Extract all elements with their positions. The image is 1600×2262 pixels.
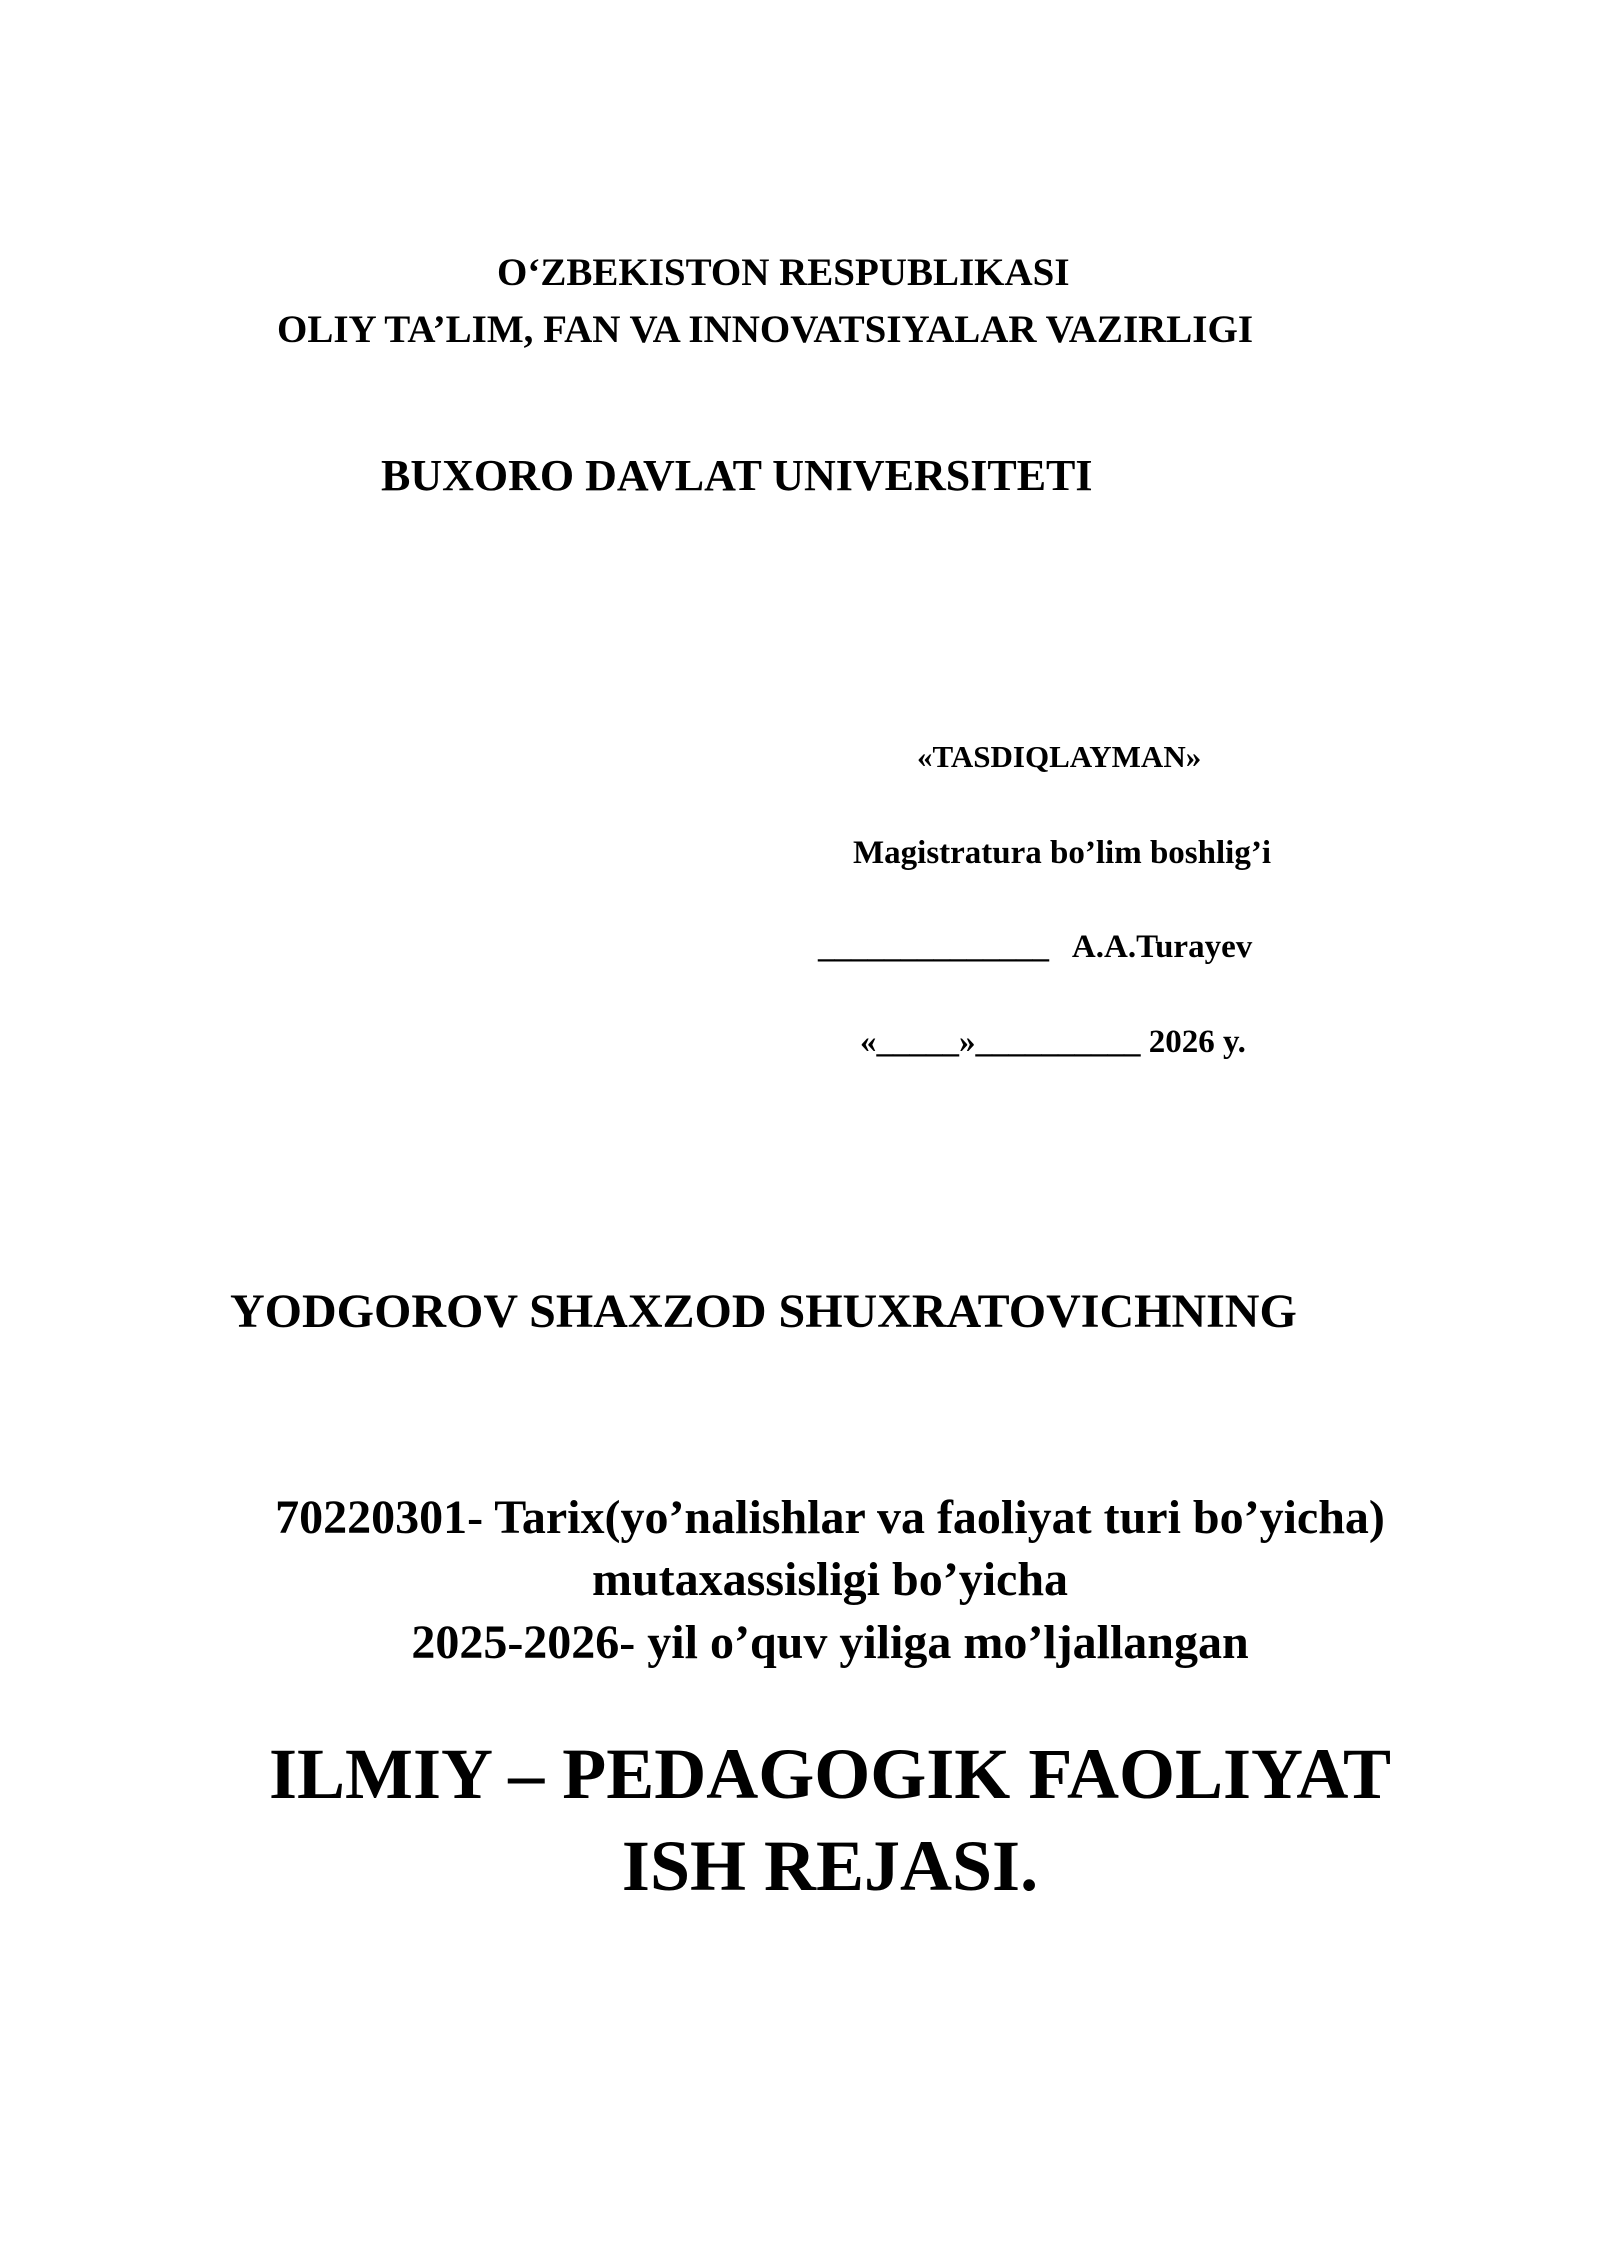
- student-name: YODGOROV SHAXZOD SHUXRATOVICHNING: [230, 1285, 1297, 1338]
- specialty-line-1: 70220301- Tarix(yo’nalishlar va faoliyat turi bo’yicha): [275, 1491, 1385, 1544]
- specialty-line-2: mutaxassisligi bo’yicha: [591, 1553, 1069, 1607]
- document-title-line-2: ISH REJASI.: [621, 1826, 1039, 1907]
- document-title-line-1: ILMIY – PEDAGOGIK FAOLIYAT: [268, 1734, 1392, 1814]
- approval-date-line: «_____»__________ 2026 y.: [860, 1024, 1246, 1060]
- ministry-heading-line-1: O‘ZBEKISTON RESPUBLIKASI: [497, 251, 1070, 294]
- specialty-block: [160, 1487, 1500, 1674]
- ministry-heading-line-2: OLIY TA’LIM, FAN VA INNOVATSIYALAR VAZIRLIGI: [277, 308, 1253, 351]
- approval-signature-line: ______________ A.A.Turayev: [818, 929, 1253, 965]
- document-title: [160, 1728, 1500, 1912]
- university-name: BUXORO DAVLAT UNIVERSITETI: [381, 451, 1093, 500]
- approval-role: Magistratura bo’lim boshlig’i: [853, 835, 1271, 871]
- approval-title: «TASDIQLAYMAN»: [917, 739, 1202, 774]
- specialty-line-3: 2025-2026- yil o’quv yiliga mo’ljallangan: [411, 1615, 1249, 1669]
